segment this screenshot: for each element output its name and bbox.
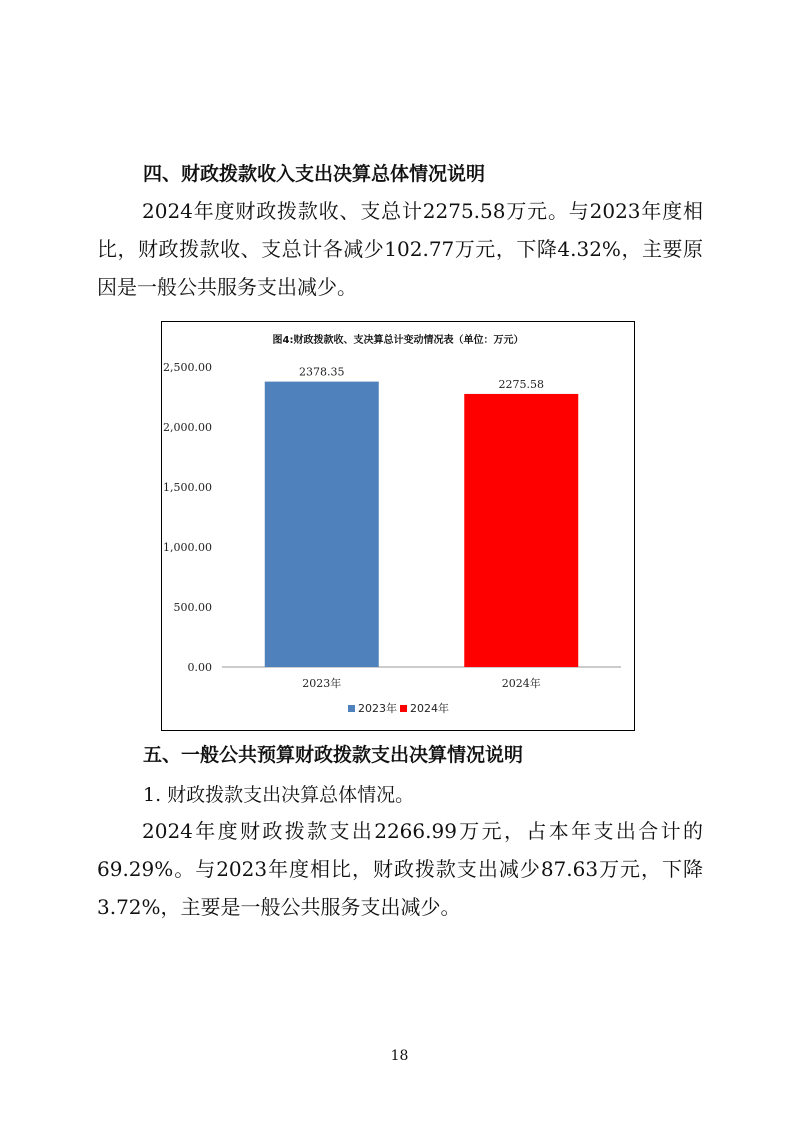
chart-canvas [162,322,634,730]
legend-swatch [348,705,355,712]
legend-swatch [400,705,407,712]
legend-entry: 2023年 [358,702,397,715]
y-tick-label: 0.00 [187,661,212,674]
bar-data-label: 2378.35 [299,365,345,379]
y-tick-label: 1,500.00 [163,481,212,494]
section5-heading: 五、一般公共预算财政拨款支出决算情况说明 [143,744,524,766]
section5-paragraph: 2024年度财政拨款支出2266.99万元，占本年支出合计的69.29%。与2023年度相比，财政拨款支出减少87.63万元，下降3.72%，主要是一般公共服务支出减少。 [97,819,703,919]
x-tick-label: 2024年 [501,677,541,690]
bar-2024年 [464,394,578,667]
y-tick-label: 1,000.00 [163,541,212,554]
y-tick-label: 2,000.00 [163,421,212,434]
x-tick-label: 2023年 [302,677,342,690]
bar-2023年 [265,382,379,667]
section5-subheading: 1. 财政拨款支出决算总体情况。 [143,784,415,806]
y-tick-label: 2,500.00 [163,361,212,374]
chart-title: 图4:财政拨款收、支决算总计变动情况表（单位：万元） [272,335,524,346]
bar-data-label: 2275.58 [498,377,544,391]
expenditure-change-chart [161,321,635,731]
page-number: 18 [390,1048,409,1064]
y-tick-label: 500.00 [173,601,212,614]
section4-heading: 四、财政拨款收入支出决算总体情况说明 [143,163,486,185]
section4-paragraph: 2024年度财政拨款收、支总计2275.58万元。与2023年度相比，财政拨款收、支总计各减少102.77万元，下降4.32%，主要原因是一般公共服务支出减少。 [97,199,703,299]
legend-entry: 2024年 [410,702,449,715]
